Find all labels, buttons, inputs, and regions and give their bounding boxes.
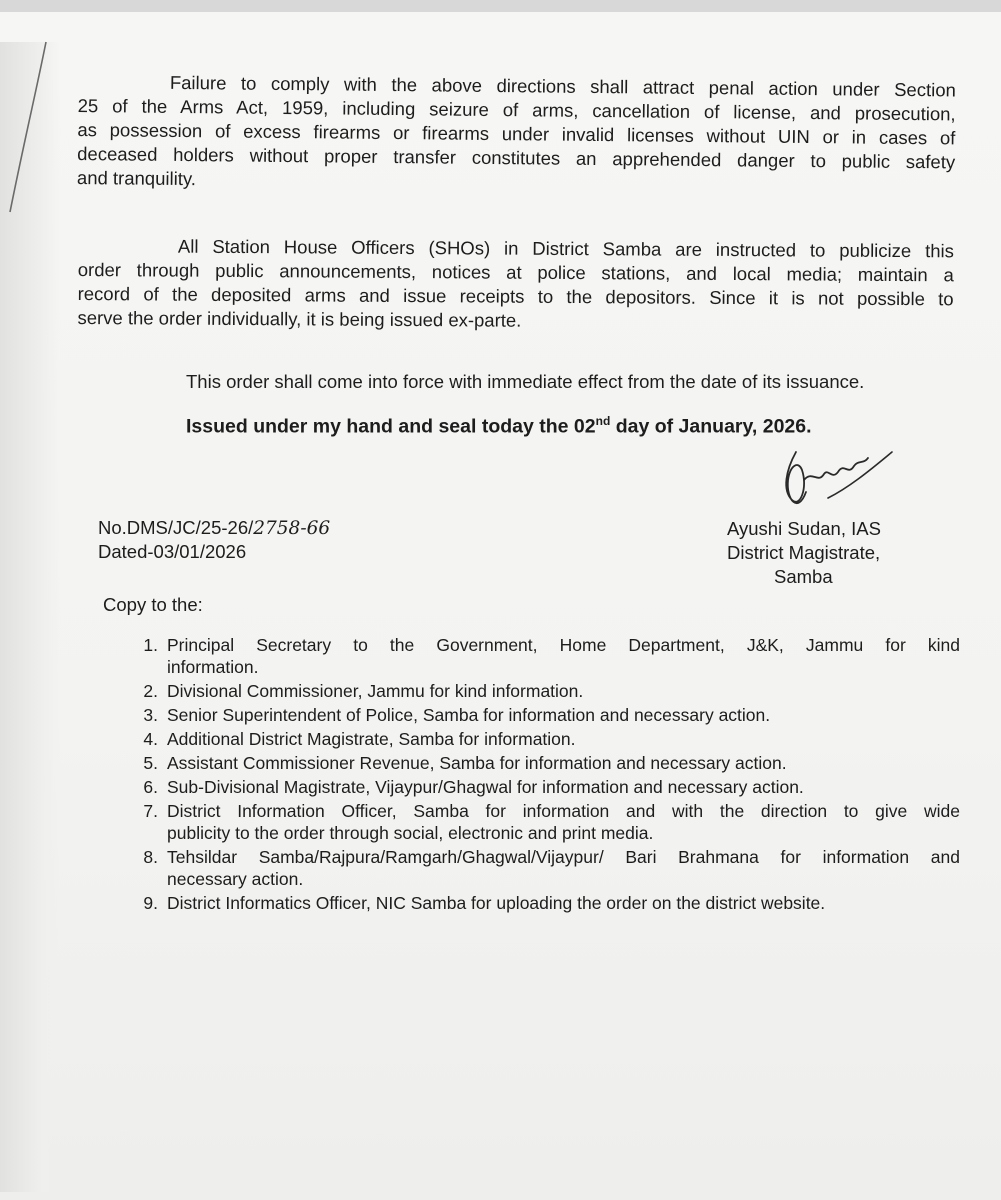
copy-list-number: 3. xyxy=(143,705,158,725)
copy-list-number: 7. xyxy=(143,801,158,821)
order-date-prefix: Dated- xyxy=(98,541,154,562)
copy-list-text-continued: publicity to the order through social, electronic and print media. xyxy=(167,823,654,843)
order-date-value: 03/01/2026 xyxy=(153,541,247,562)
page-top-edge xyxy=(0,0,1001,12)
copy-list-number: 1. xyxy=(143,635,158,655)
issued-ordinal: nd xyxy=(595,414,611,428)
order-number xyxy=(98,517,330,539)
copy-list-item xyxy=(130,680,960,702)
copy-list-number: 5. xyxy=(143,753,158,773)
signatory-name: Ayushi Sudan, IAS xyxy=(727,518,881,539)
signature-mark xyxy=(768,440,898,520)
order-number-handwritten: 2758-66 xyxy=(253,518,331,539)
issued-text-after: day of January, 2026. xyxy=(610,415,812,438)
copy-list-number: 2. xyxy=(143,681,158,701)
copy-list-item xyxy=(130,892,960,914)
issued-text-before: Issued under my hand and seal today the 02 xyxy=(186,415,596,438)
copy-list-item xyxy=(130,704,960,726)
penal-action-paragraph xyxy=(77,70,956,198)
penal-line-1: Failure to comply with the above directions shall attract penal action under Section xyxy=(169,71,956,101)
copy-list-number: 9. xyxy=(143,893,158,913)
penal-line-4: deceased holders without proper transfer constitutes an apprehended danger to public safety xyxy=(77,142,956,173)
issued-statement xyxy=(186,414,812,439)
order-date xyxy=(98,541,246,563)
sho-line-3: record of the deposited arms and issue receipts to the depositors. Since it is not possible to xyxy=(77,282,954,310)
penal-line-5: and tranquility. xyxy=(76,166,197,190)
copy-list-text-continued: necessary action. xyxy=(167,869,304,889)
sho-line-4: serve the order individually, it is being issued ex-parte. xyxy=(77,306,522,331)
copy-list xyxy=(130,634,960,916)
copy-list-item xyxy=(130,728,960,750)
copy-list-number: 4. xyxy=(143,729,158,749)
penal-line-2: 25 of the Arms Act, 1959, including seizure of arms, cancellation of license, and prosecution, xyxy=(77,94,956,125)
copy-list-text: Additional District Magistrate, Samba for information. xyxy=(167,729,576,749)
sho-line-1: All Station House Officers (SHOs) in District Samba are instructed to publicize this xyxy=(177,235,954,262)
penal-line-3: as possession of excess firearms or firearms under invalid licenses without UIN or in cases of xyxy=(77,118,956,149)
copy-list-text: Tehsildar Samba/Rajpura/Ramgarh/Ghagwal/Vijaypur/ Bari Brahmana for information and xyxy=(167,847,960,867)
copy-list-number: 6. xyxy=(143,777,158,797)
signatory-district: Samba xyxy=(774,566,833,587)
signatory-designation: District Magistrate, xyxy=(727,542,881,563)
order-number-prefix: No.DMS/JC/25-26/ xyxy=(98,517,254,538)
copy-list-number: 8. xyxy=(143,847,158,867)
copy-list-item xyxy=(130,634,960,678)
sho-instruction-paragraph xyxy=(77,234,954,335)
copy-list-text: Principal Secretary to the Government, Home Department, J&K, Jammu for kind xyxy=(167,635,960,655)
copy-list-text: District Information Officer, Samba for information and with the direction to give wide xyxy=(167,801,960,821)
copy-list-text: District Informatics Officer, NIC Samba for uploading the order on the district website. xyxy=(167,893,826,913)
sho-line-2: order through public announcements, notices at police stations, and local media; maintain a xyxy=(77,258,954,286)
copy-heading: Copy to the: xyxy=(103,594,203,615)
copy-list-text: Divisional Commissioner, Jammu for kind information. xyxy=(167,681,584,701)
force-paragraph: This order shall come into force with immediate effect from the date of its issuance. xyxy=(186,371,865,392)
copy-list-text: Assistant Commissioner Revenue, Samba for information and necessary action. xyxy=(167,753,787,773)
copy-list-item xyxy=(130,846,960,890)
copy-list-text: Senior Superintendent of Police, Samba for information and necessary action. xyxy=(167,705,771,725)
copy-list-item xyxy=(130,752,960,774)
copy-list-text: Sub-Divisional Magistrate, Vijaypur/Ghagwal for information and necessary action. xyxy=(167,777,804,797)
copy-list-text-continued: information. xyxy=(167,657,259,677)
paper-crease-mark xyxy=(0,12,60,232)
copy-list-item xyxy=(130,800,960,844)
copy-list-item xyxy=(130,776,960,798)
